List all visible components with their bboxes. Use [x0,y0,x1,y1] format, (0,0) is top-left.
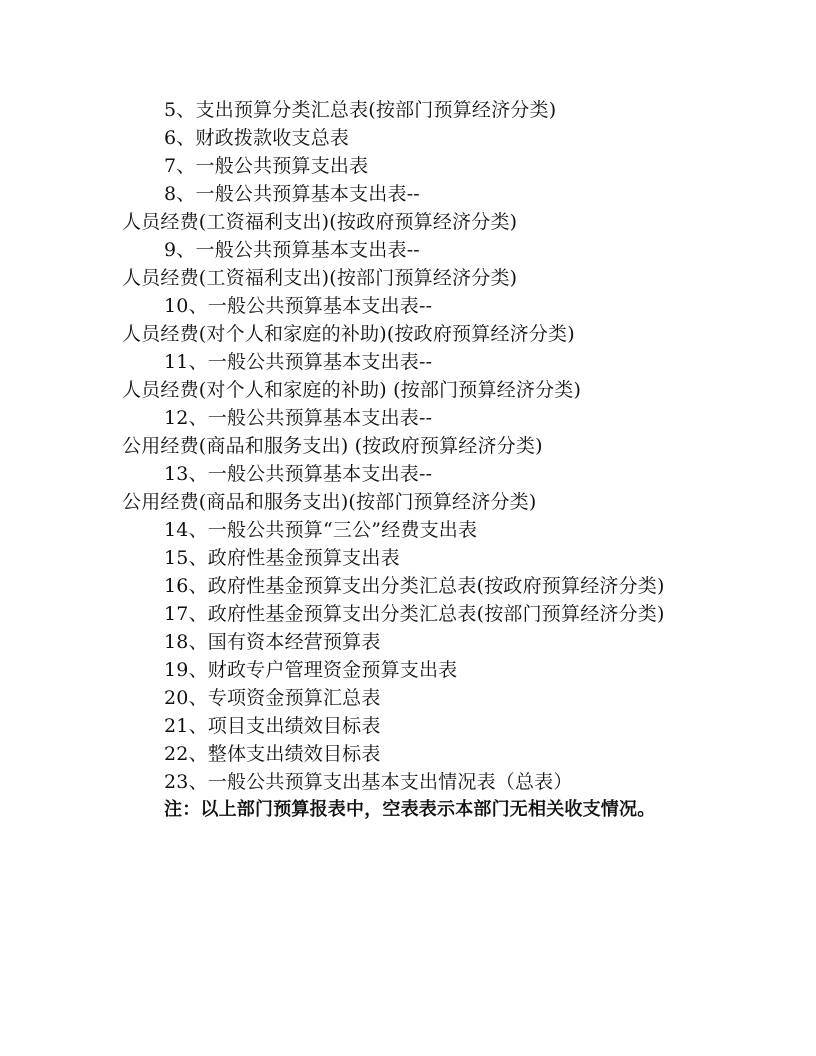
list-item-continuation: 人员经费(对个人和家庭的补助) (按部门预算经济分类) [122,379,582,401]
list-item-continuation: 人员经费(对个人和家庭的补助)(按政府预算经济分类) [122,323,575,345]
list-item: 5、支出预算分类汇总表(按部门预算经济分类) [164,99,557,121]
list-item: 22、整体支出绩效目标表 [164,743,381,765]
list-item: 9、一般公共预算基本支出表-- [164,239,420,261]
list-item: 18、国有资本经营预算表 [164,631,381,653]
list-item: 7、一般公共预算支出表 [164,155,369,177]
list-item: 20、专项资金预算汇总表 [164,687,381,709]
list-item: 14、一般公共预算“三公”经费支出表 [164,519,478,541]
list-item: 13、一般公共预算基本支出表-- [164,463,433,485]
list-item: 17、政府性基金预算支出分类汇总表(按部门预算经济分类) [164,603,665,625]
list-item: 21、项目支出绩效目标表 [164,715,381,737]
list-item-continuation: 人员经费(工资福利支出)(按部门预算经济分类) [122,267,518,289]
list-item: 19、财政专户管理资金预算支出表 [164,659,458,681]
list-item-continuation: 公用经费(商品和服务支出) (按政府预算经济分类) [122,435,543,457]
footnote: 注：以上部门预算报表中，空表表示本部门无相关收支情况。 [164,799,656,820]
list-item: 15、政府性基金预算支出表 [164,547,400,569]
report-list [122,96,692,824]
list-item: 8、一般公共预算基本支出表-- [164,183,420,205]
list-item-continuation: 人员经费(工资福利支出)(按政府预算经济分类) [122,211,518,233]
list-item: 23、一般公共预算支出基本支出情况表（总表） [164,771,573,793]
list-item: 6、财政拨款收支总表 [164,127,350,149]
list-item: 11、一般公共预算基本支出表-- [164,351,433,373]
list-item-continuation: 公用经费(商品和服务支出)(按部门预算经济分类) [122,491,537,513]
list-item: 10、一般公共预算基本支出表-- [164,295,433,317]
list-item: 12、一般公共预算基本支出表-- [164,407,433,429]
list-item: 16、政府性基金预算支出分类汇总表(按政府预算经济分类) [164,575,665,597]
